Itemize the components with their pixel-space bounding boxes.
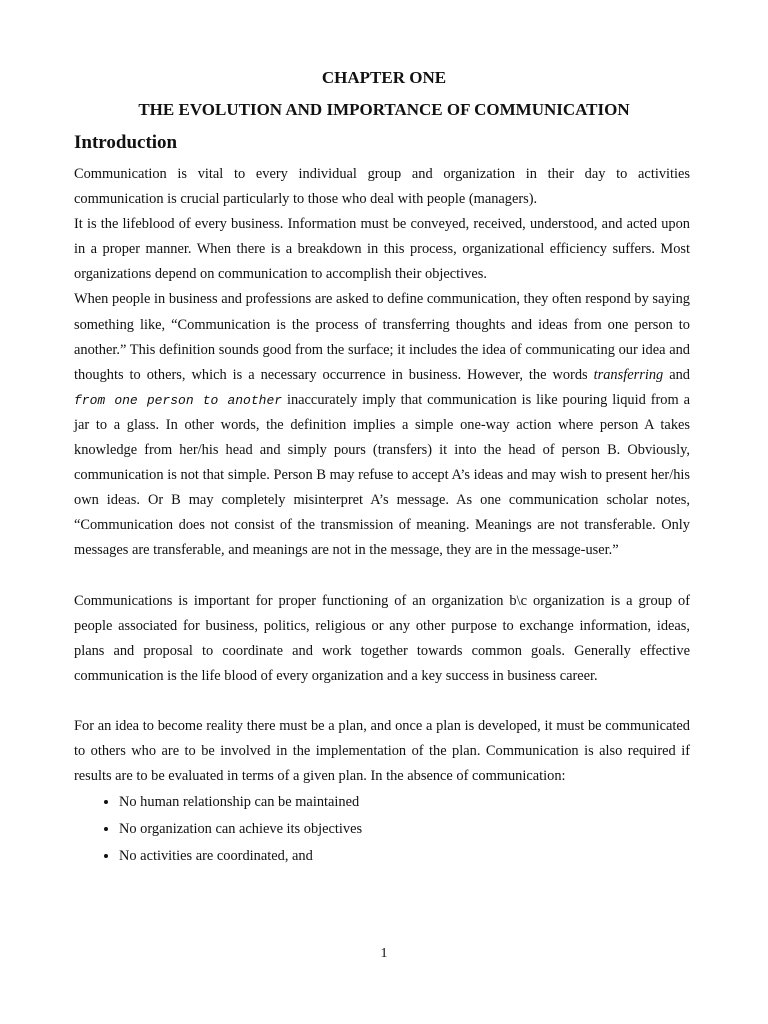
paragraph-5: For an idea to become reality there must be a plan, and once a plan is developed, it must be communicated to others who are to be involved in the implementation of the plan. Communication is also required if results are to be evaluated in terms of a given plan. In the absence of communication: [74, 717, 690, 785]
paragraph-2: It is the lifeblood of every business. Information must be conveyed, received, understood, and acted upon in a proper manner. When there is a breakdown in this process, organizational efficiency suffers. Most organizations depend on communication to accomplish their objectives. [74, 216, 690, 283]
paragraph-4: Communications is important for proper functioning of an organization b\c organization is a group of people associated for business, politics, religious or any other purpose to exchange information, ideas, plans and proposal to coordinate and work together towards common goals. Generally effective communication is the life blood of every organization and a key success in business career. [74, 592, 690, 684]
paragraph-1: Communication is vital to every individual group and organization in their day to activities communication is crucial particularly to those who deal with people (managers). [74, 166, 690, 208]
paragraph-3-text-c: inaccurately imply that communication is like pouring liquid from a jar to a glass. In other words, the definition implies a simple one-way action where person A takes knowledge from her/his head and simply pours (transfers) it into the head of person B. Obviously, communication is not that simple. Person B may refuse to accept A’s ideas and may wish to present her/his own ideas. Or B may completely misinterpret A’s message. As one communication scholar notes, “Communication does not consist of the transmission of meaning. Meanings are not transferable. Only messages are transferable, and meanings are not in the message, they are in the message-user.” [74, 391, 690, 559]
bullet-list [74, 789, 690, 870]
page-number: 1 [380, 946, 388, 961]
document-body [74, 162, 690, 870]
paragraph-3-text-b: and [663, 366, 690, 383]
emphasis-one-person: from one person to another [74, 392, 283, 408]
section-heading: Introduction [74, 132, 178, 153]
chapter-title: CHAPTER ONE [321, 68, 447, 87]
bullet-item: • No organization can achieve its objectives [119, 816, 690, 843]
paragraph-3-text-a: When people in business and professions are asked to define communication, they often respond by saying something like, “Communication is the process of transferring thoughts and ideas from one person to another.” This definition sounds good from the surface; it includes the idea of communicating our idea and thoughts to others, which is a necessary occurrence in business. However, the words [74, 291, 690, 383]
paragraph-3 [74, 287, 690, 563]
chapter-subtitle: THE EVOLUTION AND IMPORTANCE OF COMMUNICATION [138, 100, 630, 119]
bullet-item: • No human relationship can be maintained [119, 789, 690, 816]
bullet-item: • No activities are coordinated, and [119, 843, 690, 870]
emphasis-transferring: transferring [593, 366, 664, 383]
